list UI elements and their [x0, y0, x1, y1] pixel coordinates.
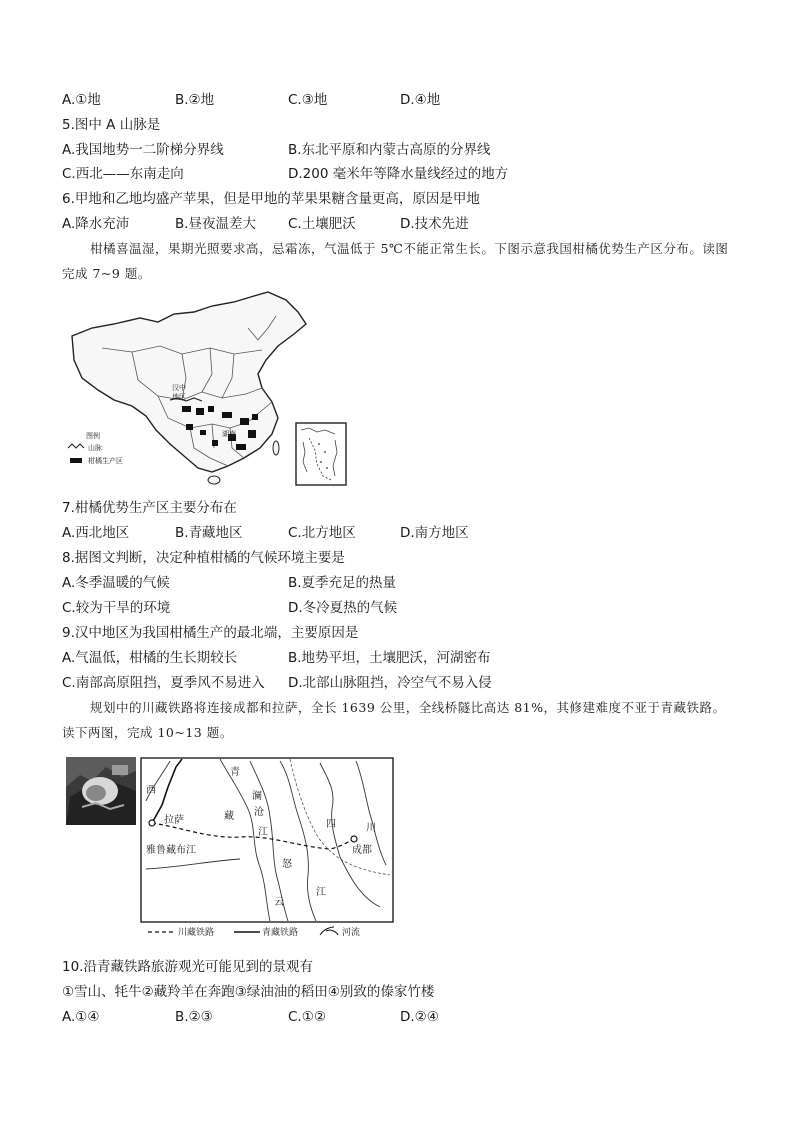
- label-chengdu: 成都: [352, 845, 372, 856]
- q7-option-c: C.北方地区: [288, 525, 356, 541]
- q5-option-d: D.200 毫米年等降水量线经过的地方: [288, 166, 509, 182]
- q5-option-a: A.我国地势一二阶梯分界线: [62, 142, 224, 158]
- q7-stem: 7.柑橘优势生产区主要分布在: [62, 500, 237, 516]
- q9-option-d: D.北部山脉阻挡，冷空气不易入侵: [288, 675, 492, 691]
- q10-option-d: D.②④: [400, 1009, 439, 1025]
- tibet-photo: [66, 757, 136, 825]
- q9-stem: 9.汉中地区为我国柑橘生产的最北端，主要原因是: [62, 625, 359, 641]
- q4-option-a: A.①地: [62, 92, 101, 108]
- q7-option-a: A.西北地区: [62, 525, 130, 541]
- label-jiang-2: 江: [316, 887, 326, 898]
- svg-text:河流: 河流: [342, 928, 361, 938]
- label-si: 四: [326, 819, 336, 830]
- label-chuan: 川: [366, 823, 376, 834]
- label-qing: 青: [230, 767, 240, 778]
- q8-option-b: B.夏季充足的热量: [288, 575, 397, 591]
- label-yarlung: 雅鲁藏布江: [146, 845, 196, 856]
- label-zang: 藏: [224, 811, 234, 822]
- q9-option-a: A.气温低，柑橘的生长期较长: [62, 650, 238, 666]
- q6-option-a: A.降水充沛: [62, 216, 130, 232]
- citrus-legend-icon: [70, 458, 82, 463]
- q6-stem: 6.甲地和乙地均盛产苹果，但是甲地的苹果果糖含量更高，原因是甲地: [62, 191, 480, 207]
- svg-text:川藏铁路: 川藏铁路: [178, 928, 215, 938]
- q8-option-d: D.冬冷夏热的气候: [288, 600, 398, 616]
- svg-text:青藏铁路: 青藏铁路: [262, 928, 299, 938]
- label-xi: 西: [146, 785, 156, 796]
- svg-text:山脉: 山脉: [88, 444, 102, 452]
- south-china-sea-inset: [295, 422, 347, 486]
- label-lan: 澜: [252, 791, 262, 802]
- q5-stem: 5.图中 A 山脉是: [62, 117, 161, 133]
- label-lasa: 拉萨: [164, 815, 184, 826]
- q6-option-c: C.土壤肥沃: [288, 216, 356, 232]
- q9-option-c: C.南部高原阻挡，夏季风不易进入: [62, 675, 265, 691]
- svg-text:柑橘生产区: 柑橘生产区: [88, 457, 123, 465]
- label-hanzhong: 汉中: [172, 384, 186, 392]
- q4-option-d: D.④地: [400, 92, 441, 108]
- q10-stem: 10.沿青藏铁路旅游观光可能见到的景观有: [62, 959, 313, 975]
- q8-option-a: A.冬季温暖的气候: [62, 575, 170, 591]
- passage-railway: 规划中的川藏铁路将连接成都和拉萨，全长 1639 公里，全线桥隧比高达 81%，其修建难度不亚于青藏铁路。读下两图，完成 10~13 题。: [62, 700, 726, 740]
- q7-option-b: B.青藏地区: [175, 525, 243, 541]
- q8-option-c: C.较为干旱的环境: [62, 600, 171, 616]
- label-region: 地区: [172, 393, 186, 401]
- q4-option-b: B.②地: [175, 92, 215, 108]
- passage-citrus: 柑橘喜温湿，果期光照要求高，忌霜冻，气温低于 5℃不能正常生长。下图示意我国柑橘优势生产区分布。读图完成 7~9 题。: [62, 241, 729, 281]
- q4-option-c: C.③地: [288, 92, 328, 108]
- label-jiang-1: 江: [258, 827, 268, 838]
- q10-items: ①雪山、牦牛②藏羚羊在奔跑③绿油油的稻田④别致的傣家竹楼: [62, 984, 435, 1000]
- q6-option-d: D.技术先进: [400, 216, 469, 232]
- river-legend-icon: [320, 927, 338, 935]
- label-nu: 怒: [282, 859, 292, 870]
- label-hunan: 湖南: [222, 430, 236, 438]
- q5-option-c: C.西北——东南走向: [62, 166, 184, 182]
- label-yun: 云: [274, 897, 284, 908]
- q7-option-d: D.南方地区: [400, 525, 469, 541]
- q10-option-b: B.②③: [175, 1009, 213, 1025]
- q8-stem: 8.据图文判断，决定种植柑橘的气候环境主要是: [62, 550, 345, 566]
- map2-legend: [148, 926, 360, 938]
- q9-option-b: B.地势平坦，土壤肥沃，河湖密布: [288, 650, 491, 666]
- q6-option-b: B.昼夜温差大: [175, 216, 257, 232]
- railway-map: [140, 757, 394, 939]
- svg-text:图例: 图例: [86, 432, 100, 440]
- label-cang: 沧: [254, 807, 264, 818]
- q10-option-c: C.①②: [288, 1009, 326, 1025]
- q10-option-a: A.①④: [62, 1009, 100, 1025]
- q5-option-b: B.东北平原和内蒙古高原的分界线: [288, 142, 491, 158]
